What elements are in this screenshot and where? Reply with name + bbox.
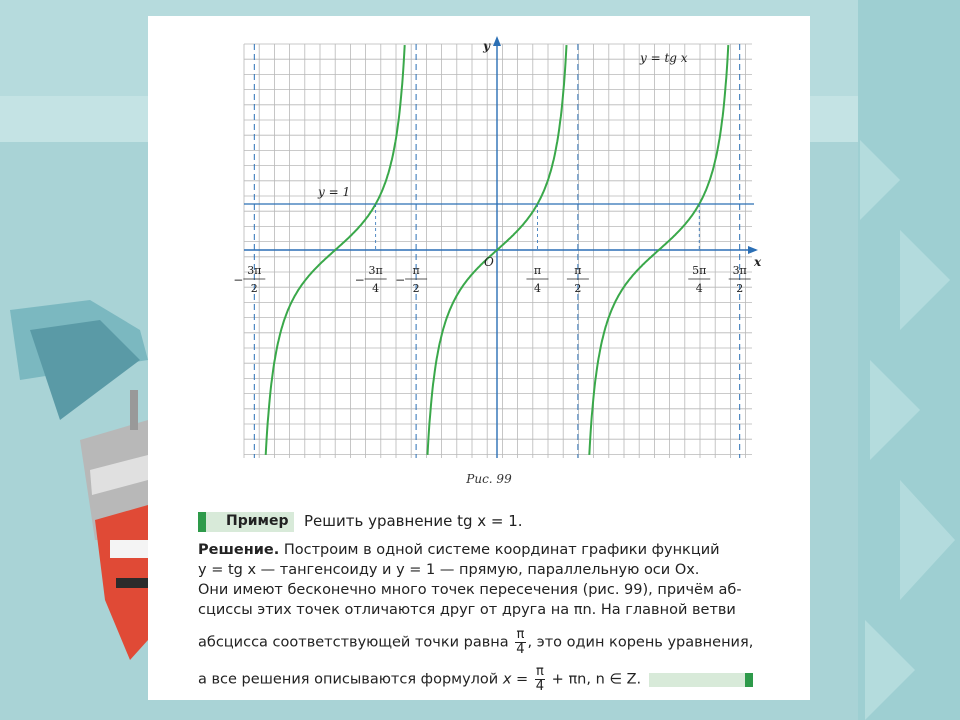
solution-line-4: сциссы этих точек отличаются друг от друга на πn. На главной ветви: [198, 602, 736, 618]
tangent-graph: [148, 16, 810, 466]
tick-denominator: 2: [412, 282, 420, 295]
tick-label: [688, 264, 710, 295]
tick-denominator: 2: [250, 282, 258, 295]
x-axis-label: x: [754, 255, 762, 269]
tick-numerator: 3π: [368, 264, 383, 277]
solution-line-2: y = tg x — тангенсоиду и y = 1 — прямую, параллельную оси Ox.: [198, 562, 700, 578]
example-header: [198, 512, 810, 532]
tick-denominator: 4: [695, 282, 703, 295]
y-axis-label: y: [483, 39, 490, 53]
figure-caption: Рис. 99: [466, 472, 512, 486]
origin-label: O: [484, 255, 494, 269]
example-label: Пример: [226, 513, 289, 529]
tick-sign: −: [395, 273, 406, 287]
tick-numerator: 5π: [692, 264, 707, 277]
tick-numerator: 3π: [732, 264, 747, 277]
textbook-page: [148, 16, 810, 700]
tick-sign: −: [354, 273, 365, 287]
tick-numerator: 3π: [247, 264, 262, 277]
tick-denominator: 2: [736, 282, 744, 295]
tick-denominator: 4: [533, 282, 541, 295]
end-marker-bar: [649, 673, 753, 687]
fraction-pi-over-4-formula: $\frac{\pi}{4}$: [535, 665, 545, 694]
function-label: y = tg x: [640, 51, 688, 65]
tick-label: [526, 264, 548, 295]
graph-grid: [244, 44, 752, 458]
tick-numerator: π: [533, 264, 542, 277]
tick-numerator: π: [412, 264, 420, 277]
tick-sign: −: [233, 273, 244, 287]
solution-line-1: Решение. Построим в одной системе координат графики функций: [198, 542, 720, 558]
x-axis-arrow: [748, 246, 758, 254]
tick-denominator: 2: [574, 282, 582, 295]
solution-line-3: Они имеют бесконечно много точек пересечения (рис. 99), причём аб-: [198, 582, 742, 598]
tick-label: [355, 264, 387, 295]
example-task: Решить уравнение tg x = 1.: [304, 512, 523, 530]
solution-line-6: а все решения описываются формулой x = $\frac{\pi}{4}$ + πn, n ∈ Z.: [198, 665, 802, 694]
tick-label: [233, 264, 265, 295]
fraction-pi-over-4: $\frac{\pi}{4}$: [516, 628, 525, 657]
tick-numerator: π: [574, 264, 582, 277]
y-axis-arrow: [493, 36, 501, 46]
solution-lead: Решение.: [198, 542, 280, 558]
solution-text: [198, 540, 802, 694]
solution-line-5: абсцисса соответствующей точки равна $\frac{\pi}{4}$ , это один корень уравнения,: [198, 628, 754, 657]
line-label: y = 1: [318, 185, 351, 199]
tick-denominator: 4: [372, 282, 380, 295]
